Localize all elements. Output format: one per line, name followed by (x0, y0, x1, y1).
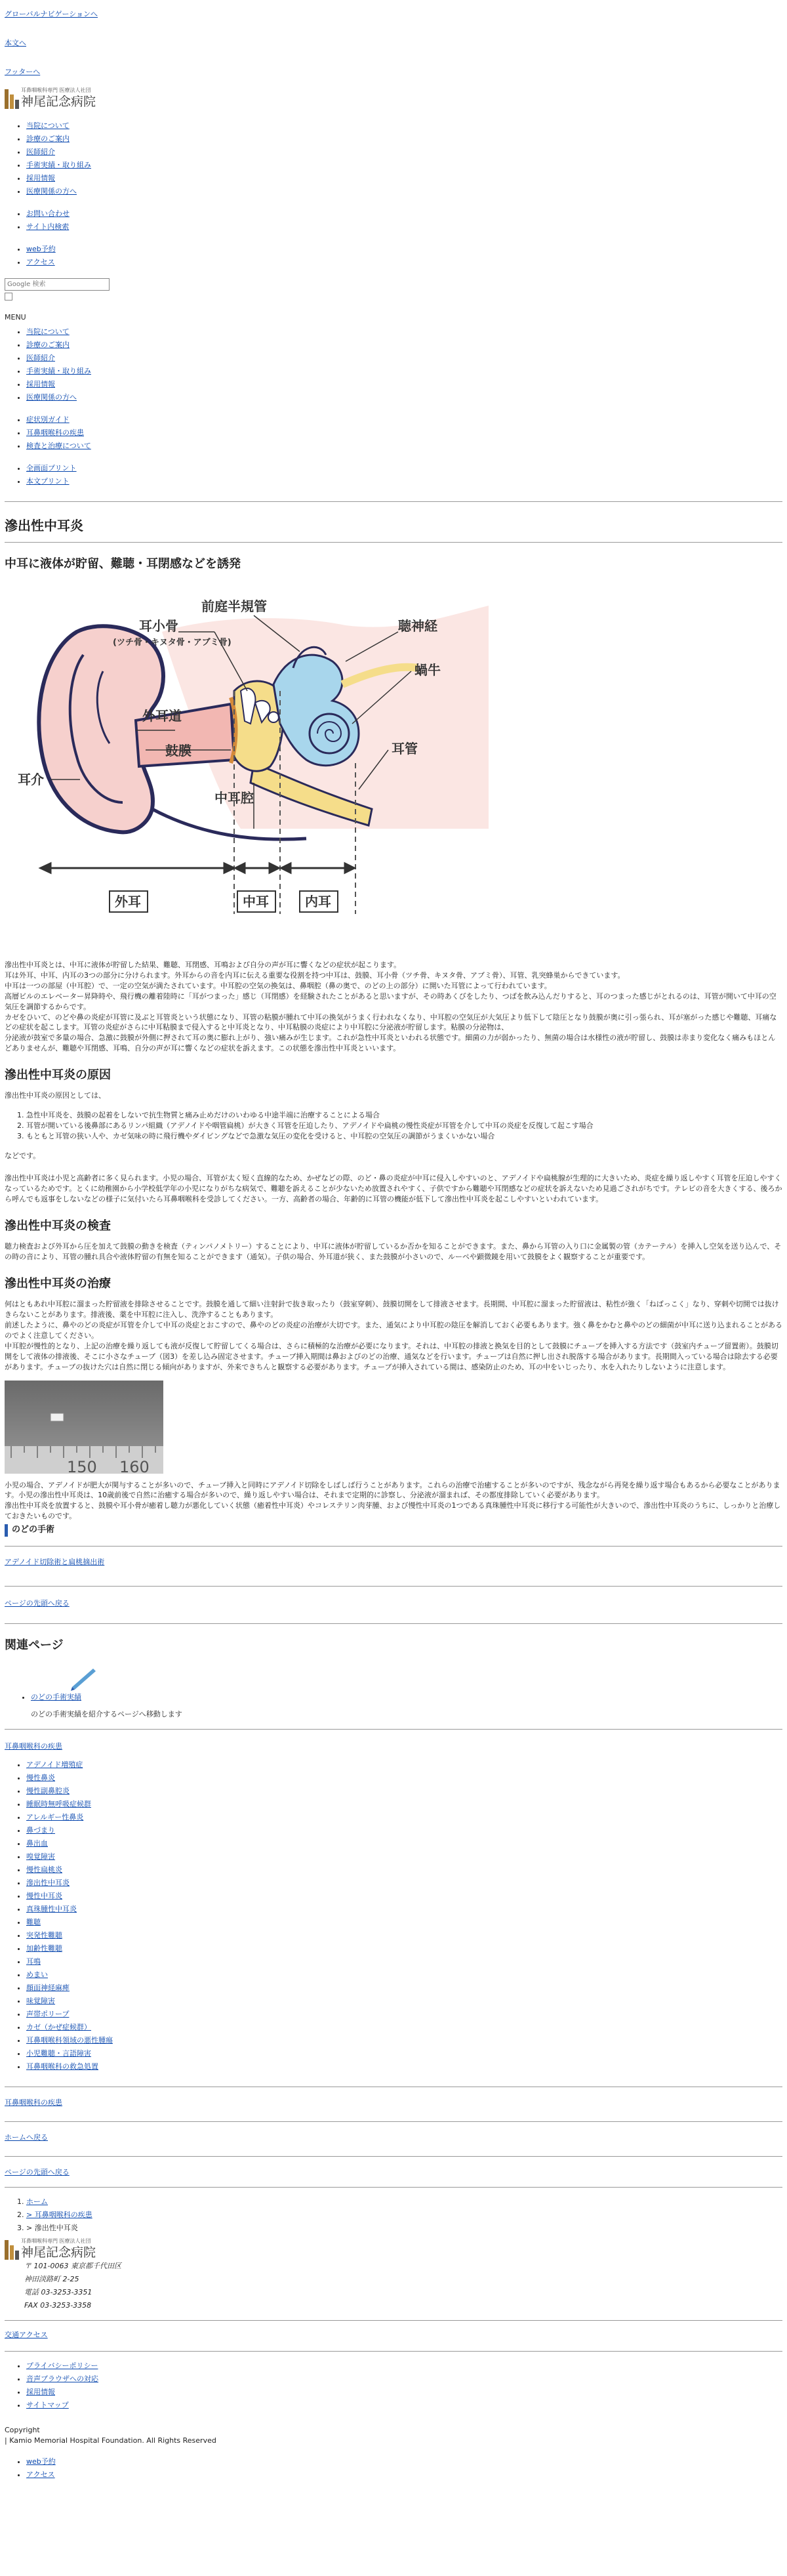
divider (5, 1729, 782, 1730)
divider (5, 2351, 782, 2352)
search-form (5, 278, 782, 301)
menu-sub (5, 413, 782, 453)
disease-link[interactable]: 睡眠時無呼吸症候群 (26, 1799, 91, 1808)
footer-access-bottom-link[interactable]: アクセス (26, 2470, 55, 2479)
home-back-link[interactable]: ホームへ戻る (5, 2132, 48, 2142)
page-top-link[interactable]: ページの先頭へ戻る (5, 1599, 70, 1608)
ent-diseases-list (5, 1758, 782, 2073)
pen-icon (67, 1665, 100, 1691)
causes-note: などです。 (5, 1152, 41, 1161)
disease-link[interactable]: 耳鼻咽喉科の救急処置 (26, 2062, 98, 2071)
global-nav-item (26, 119, 782, 133)
ear-anatomy-figure (5, 592, 489, 940)
disease-link[interactable]: 加齢性難聴 (26, 1943, 62, 1953)
treatment-para: 前述したように、鼻やのどの炎症が耳管を介して中耳の炎症とおこすので、鼻やのどの炎症の治療が大切です。また、通気により中耳腔の陰圧を解消しておく必要もあります。強く鼻をかむと鼻やのどの細菌が中耳に送り込まれることがあるのでよく注意してください。 (5, 1320, 783, 1340)
site-logo[interactable] (5, 87, 782, 109)
treatment-para: 小児の場合、アデノイドが肥大が関与することが多いので、チューブ挿入と同時にアデノイド切除をしばしば行うことがあります。これらの治療で治癒することが多いのですが、残念ながら再発を繰り返す場合もあるから必要なことがあります。小児の滲出性中耳炎は、10歳前後で自然に治癒する場合が多いので、繰り返しやすい場合は、それまで定期的に診察し、分泌液が溜まれば、その都度排除していく必要があります。 (5, 1480, 780, 1500)
causes-intro: 滲出性中耳炎の原因としては、 (5, 1091, 106, 1100)
menu-nav-recruit[interactable]: 採用情報 (26, 379, 55, 388)
related-heading: 関連ページ (5, 1638, 64, 1652)
label-auricle: 耳介 (18, 771, 44, 787)
breadcrumb-home[interactable]: ホーム (26, 2197, 48, 2206)
global-nav-consult[interactable]: 診療のご案内 (26, 134, 70, 143)
disease-link[interactable]: 嗅覚障害 (26, 1852, 55, 1861)
logo-tagline: 耳鼻咽喉科専門 医療法人社団 (21, 2237, 91, 2244)
menu-nav-surgery[interactable]: 手術実績・取り組み (26, 366, 91, 375)
divider (5, 2121, 782, 2122)
disease-link[interactable]: 慢性中耳炎 (26, 1891, 62, 1900)
web-reservation-link[interactable]: web予約 (26, 244, 56, 253)
disease-link[interactable]: 難聴 (26, 1917, 41, 1926)
exam-heading: 滲出性中耳炎の検査 (5, 1218, 111, 1233)
ear-anatomy-diagram (5, 592, 489, 940)
copyright-label: Copyright (5, 2425, 40, 2434)
address-line: 神田淡路町 2-25 (24, 2274, 79, 2283)
voice-browser-link[interactable]: 音声ブラウザへの対応 (26, 2374, 98, 2383)
label-inner-ear: 内耳 (305, 893, 331, 909)
related-list (5, 1665, 782, 1720)
label-ear-canal: 外耳道 (142, 707, 182, 724)
global-nav-item (26, 146, 782, 159)
intro-para: 中耳は一つの部屋（中耳腔）で、一定の空気が満たされています。中耳腔の空気の換気は、鼻咽腔（鼻の奥で、のどの上の部分）に開いた耳管によって行われています。 (5, 981, 552, 990)
symptom-guide-link[interactable]: 症状別ガイド (26, 415, 70, 424)
address-line: 電話 03-3253-3351 (24, 2287, 92, 2296)
treatment-para: 何はともあれ中耳腔に溜まった貯留液を排除させることです。鼓膜を通して細い注射針で抜き取ったり（鼓室穿刺）、鼓膜切開をして排液させます。長期間、中耳腔に溜まった貯留液は、粘性が強く「ねばっこく」なり、穿刺や切開では抜けきらないことがあります。排液後、薬を中耳腔に注入し、洗浄することもあります。 (5, 1299, 779, 1319)
print-links (5, 462, 782, 488)
global-nav-item (26, 185, 782, 198)
access-link[interactable]: アクセス (26, 257, 55, 266)
label-cochlea: 蝸牛 (414, 661, 441, 678)
causes-list (5, 1110, 782, 1142)
disease-link[interactable]: 慢性扁桃炎 (26, 1865, 62, 1874)
divider (5, 2156, 782, 2157)
related-item-link[interactable]: のどの手術実績 (31, 1693, 81, 1702)
cause-item: 2. 耳管が開いている後鼻部にあるリンパ組織（アデノイドや咽管扁桃）が大きく耳管を圧迫したり、アデノイドや扁桃の慢性炎症が耳管を介して中耳の炎症を反復して起こす場合 (26, 1121, 782, 1131)
intro-para: 滲出性中耳炎とは、中耳に液体が貯留した結果、難聴、耳閉感、耳鳴および自分の声が耳に響くなどの症状が起こります。 (5, 960, 401, 969)
recruit-link[interactable]: 採用情報 (26, 2387, 55, 2396)
treatment-para: 滲出性中耳炎を放置すると、鼓膜や耳小骨が癒着し聴力が悪化していく状態（癒着性中耳炎）やコレステリン肉芽腫、および慢性中耳炎の1つである真珠腫性中耳炎に移行する可能性が大きいので、滲出性中耳炎のうちに、しっかりと治療しておきたいものです。 (5, 1501, 781, 1521)
global-nav-about[interactable]: 当院について (26, 121, 70, 130)
skip-to-footer[interactable]: フッターへ (5, 67, 41, 76)
disease-link[interactable]: アデノイド増殖症 (26, 1760, 83, 1769)
ruler-number: 150 (67, 1457, 97, 1474)
logo-mark-icon (5, 2237, 19, 2260)
menu-nav-doctors[interactable]: 医師紹介 (26, 353, 55, 362)
disease-link[interactable]: 滲出性中耳炎 (26, 1878, 70, 1887)
logo-name: 神尾記念病院 (21, 2245, 96, 2260)
skip-to-main[interactable]: 本文へ (5, 38, 26, 47)
tube-photo (5, 1381, 163, 1474)
ent-diseases-heading-link[interactable]: 耳鼻咽喉科の疾患 (5, 1741, 62, 1751)
disease-link[interactable]: 鼻づまり (26, 1825, 55, 1835)
cause-item: 3. もともと耳管の狭い人や、カゼ気味の時に飛行機やダイビングなどで急激な気圧の変化を受けると、中耳腔の空気圧の調節がうまくいかない場合 (26, 1131, 782, 1142)
breadcrumb-ent-diseases[interactable]: > 耳鼻咽喉科の疾患 (26, 2210, 92, 2219)
disease-link[interactable]: 小児難聴・言語障害 (26, 2048, 91, 2058)
disease-link[interactable]: 声帯ポリープ (26, 2009, 70, 2018)
label-ossicles: 耳小骨 (139, 617, 178, 634)
global-nav-item (26, 172, 782, 185)
privacy-link[interactable]: プライバシーポリシー (26, 2361, 98, 2370)
footer-address (5, 2260, 782, 2312)
disease-link[interactable]: カゼ（かぜ症候群） (26, 2022, 91, 2031)
footer-web-reservation-link[interactable]: web予約 (26, 2457, 56, 2466)
footer-logo[interactable] (5, 2237, 782, 2260)
divider (5, 1586, 782, 1587)
divider (5, 2320, 782, 2321)
disease-link[interactable]: 顔面神経麻痺 (26, 1983, 70, 1992)
intro-para: カゼをひいて、のどや鼻の炎症が耳管に及ぶと耳管炎という状態になり、耳管の粘膜が腫れて中耳の換気がうまく行われなくなり、中耳腔の空気圧が大気圧より低下して陰圧となり鼓膜が奥に引っ張られ、耳が塞がった感じや難聴、耳痛などの症状を起こします。耳管の炎症がさらに中耳粘膜まで侵入すると中耳炎となり、中耳粘膜の炎症により中耳腔に分泌液が貯留します。粘膜の分泌物は、 (5, 1012, 777, 1032)
search-input[interactable] (5, 278, 110, 291)
menu-nav (5, 325, 782, 404)
headline: 中耳に液体が貯留、難聴・耳閉感などを誘発 (5, 556, 241, 571)
logo-name: 神尾記念病院 (21, 94, 96, 109)
label-auditory-nerve: 聴神経 (398, 617, 437, 634)
global-nav-item (26, 133, 782, 146)
label-ossicles-sub: (ツチ骨・キヌタ骨・アブミ骨) (113, 637, 232, 648)
label-outer-ear: 外耳 (115, 893, 141, 909)
divider (5, 1546, 782, 1547)
label-anterior-canal: 前庭半規管 (201, 598, 267, 614)
ent-diseases-bottom-link[interactable]: 耳鼻咽喉科の疾患 (5, 2098, 62, 2107)
sitemap-link[interactable]: サイトマップ (26, 2400, 69, 2409)
disease-link[interactable]: 味覚障害 (26, 1996, 55, 2005)
address-line: FAX 03-3253-3358 (24, 2300, 92, 2310)
related-item-desc: のどの手術実績を紹介するページへ移動します (31, 1710, 182, 1718)
exam-para: 聴力検査および外耳から圧を加えて鼓膜の動きを検査（ティンパノメトリー）することにより、中耳に液体が貯留しているか否かを知ることができます。また、鼻から耳管の入り口に金属製の管（カテーテル）を挿入し空気を送り込んで、その時の音により、耳管の腫れ具合や液体貯留の有無を知ることができます（通気）。子供の場合、外耳道が狭く、また鼓膜が小さいので、ルーペや顕微鏡を用いて鼓膜をよく観察することが重要です。 (5, 1241, 782, 1261)
disease-link[interactable]: 突発性難聴 (26, 1930, 62, 1940)
breadcrumb (5, 2195, 782, 2235)
label-middle-ear: 中耳 (243, 893, 269, 909)
intro-para: 高層ビルのエレベーター昇降時や、飛行機の離着陸時に「耳がつまった」感じ（耳閉感）を経験されたことがあると思いますが、その時あくびをしたり、つばを飲み込んだりすると、耳のつまった感じがとれるのは、耳管が開いて中耳の空気圧を調節するからです。 (5, 991, 777, 1011)
skip-to-global-nav[interactable]: グローバルナビゲーションへ (5, 10, 98, 18)
global-nav-medical[interactable]: 医療関係の方へ (26, 186, 77, 196)
search-checkbox[interactable] (5, 293, 12, 301)
footer-access-link[interactable]: 交通アクセス (5, 2330, 48, 2339)
sub-nav (5, 243, 782, 269)
menu-label: MENU (5, 312, 26, 322)
disease-link[interactable]: 耳鳴 (26, 1957, 41, 1966)
page-title: 滲出性中耳炎 (5, 517, 83, 533)
disease-link[interactable]: 耳鼻咽喉科領域の悪性腫瘍 (26, 2035, 113, 2045)
logo-mark-icon (5, 87, 19, 109)
print-body-link[interactable]: 本文プリント (26, 476, 70, 486)
disease-link[interactable]: 真珠腫性中耳炎 (26, 1904, 77, 1913)
address-line: 〒 101-0063 東京都千代田区 (24, 2261, 121, 2270)
footer-bottom-nav (5, 2455, 782, 2482)
global-nav-doctors[interactable]: 医師紹介 (26, 147, 55, 156)
disease-link[interactable]: 慢性副鼻腔炎 (26, 1786, 70, 1795)
throat-surgery-heading: のどの手術 (5, 1524, 782, 1537)
treatment-heading: 滲出性中耳炎の治療 (5, 1276, 111, 1291)
exam-treatment-link[interactable]: 検査と治療について (26, 441, 91, 450)
intro-text (5, 960, 782, 1054)
cause-item: 1. 急性中耳炎を、鼓膜の起着をしないで抗生物質と痛み止めだけのいわゆる中途半端に治療することによる場合 (26, 1110, 782, 1121)
label-eardrum: 鼓膜 (165, 742, 192, 758)
page-top-link[interactable]: ページの先頭へ戻る (5, 2167, 70, 2176)
global-nav-surgery[interactable]: 手術実績・取り組み (26, 160, 91, 169)
site-search-link[interactable]: サイト内検索 (26, 222, 70, 231)
ruler-number: 160 (119, 1457, 150, 1474)
global-nav-item (26, 159, 782, 172)
disease-link[interactable]: めまい (26, 1970, 48, 1979)
global-nav (5, 119, 782, 198)
print-full-link[interactable]: 全画面プリント (26, 463, 77, 472)
causes-para: 滲出性中耳炎は小児と高齢者に多く見られます。小児の場合、耳管が太く短く直線的なため、かぜなどの際、のど・鼻の炎症が中耳に侵入しやすいのと、アデノイドや扁桃腺が生理的に大きいため、炎症を繰り返しやすく耳管を圧迫しやすくなっているためです。とくに幼稚園から小学校低学年の小児になりがちな病気で、難聴を訴えることが少ないため放置されやすく、子供ですから難聴や耳閉感などの症状を訴えないため見過ごされがちです。テレビの音を大きくする、後ろから呼んでも返事をしないなどの様子に気付いたら耳鼻咽喉科を受診してください。一方、高齢者の場合、年齢的に耳管の機能が低下して滲出性中耳炎を起こしやすいといわれています。 (5, 1174, 782, 1203)
divider (5, 2187, 782, 2188)
contact-link[interactable]: お問い合わせ (26, 209, 70, 218)
disease-link[interactable]: 慢性鼻炎 (26, 1773, 55, 1782)
ent-diseases-link[interactable]: 耳鼻咽喉科の疾患 (26, 428, 84, 437)
related-item[interactable] (31, 1665, 782, 1720)
logo-tagline: 耳鼻咽喉科専門 医療法人社団 (21, 87, 91, 93)
intro-para: 耳は外耳、中耳、内耳の3つの部分に分けられます。外耳からの音を内耳に伝える重要な役割を持つ中耳は、鼓膜、耳小骨（ツチ骨、キヌタ骨、アブミ骨）、耳管、乳突蜂巣からできています。 (5, 970, 625, 980)
footer-links (5, 2359, 782, 2412)
label-middle-cavity: 中耳腔 (214, 789, 254, 806)
throat-surgery-link[interactable]: アデノイド切除術と扁桃摘出術 (5, 1558, 105, 1567)
disease-link[interactable]: 鼻出血 (26, 1839, 48, 1848)
treatment-para: 中耳腔が慢性的となり、上記の治療を繰り返しても液が反復して貯留してくる場合は、さらに積極的な治療が必要になります。それは、中耳腔の排液と換気を目的として鼓膜にチューブを挿入する方法です（鼓室内チューブ留置術）。鼓膜切開をして液体の排液後、そこに小さなチューブ（図3）を差し込み固定させます。チューブ挿入期間は鼻およびのどの治療、通気などを行います。チューブは自然に押し出され脱落する場合があります。長期間入っている場合は除去する必要があります。チューブの抜けた穴は自然に閉じる傾向がありますが、外来できちんと観察する必要があります。チューブが挿入されている間は、感染防止のため、耳の中をいじったり、水を入れたりしないように注意します。 (5, 1341, 778, 1371)
intro-para: 分泌液が鼓室で多量の場合、急激に鼓膜が外側に押されて耳の奥に膨れ上がり、強い痛みが生じます。これが急性中耳炎といわれる状態です。細菌の力が弱かったり、無菌の場合は水様性の液が貯留し、鼓膜は赤まり変化なく痛みもほとんどありませんが、難聴や耳閉感、耳鳴、自分の声が耳に響くなどの症状を訴えます。この状態を滲出性中耳炎といいます。 (5, 1033, 776, 1053)
copyright-text: | Kamio Memorial Hospital Foundation. All Rights Reserved (5, 2436, 216, 2445)
skip-links (5, 0, 782, 77)
global-nav-recruit[interactable]: 採用情報 (26, 173, 55, 182)
utility-nav (5, 207, 782, 234)
breadcrumb-current: 3. > 滲出性中耳炎 (26, 2222, 782, 2235)
menu-nav-about[interactable]: 当院について (26, 327, 70, 336)
disease-link[interactable]: アレルギー性鼻炎 (26, 1812, 84, 1821)
label-eustachian: 耳管 (392, 740, 418, 757)
causes-heading: 滲出性中耳炎の原因 (5, 1068, 111, 1083)
menu-nav-consult[interactable]: 診療のご案内 (26, 340, 70, 349)
menu-nav-medical[interactable]: 医療関係の方へ (26, 392, 77, 402)
